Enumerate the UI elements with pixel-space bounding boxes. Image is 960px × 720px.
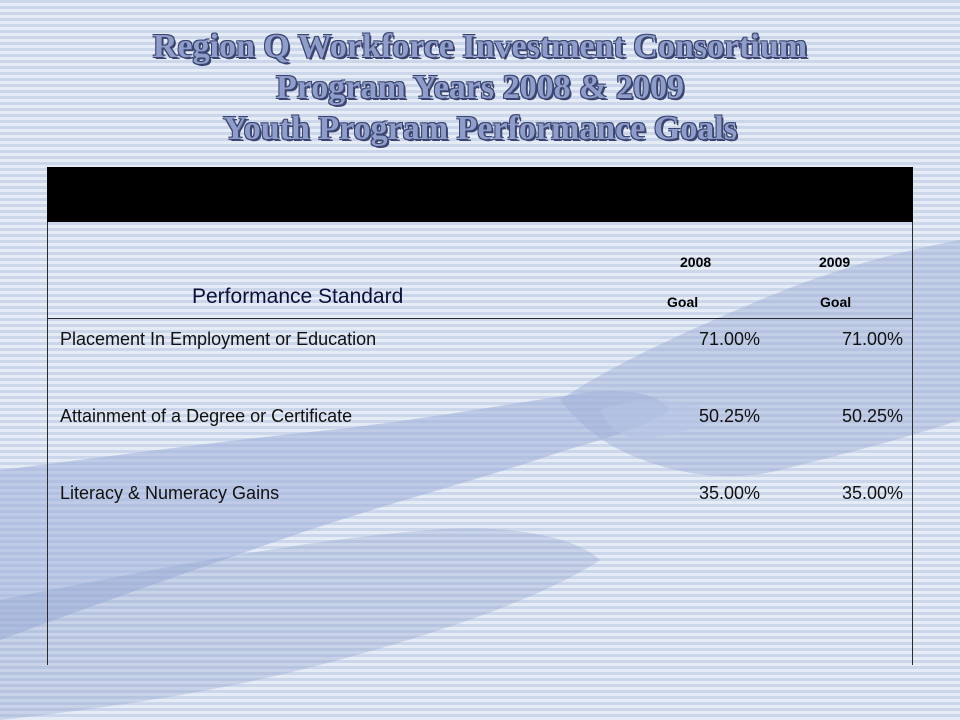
header-divider xyxy=(47,318,913,319)
title-line-1: Region Q Workforce Investment Consortium xyxy=(152,28,808,65)
row-goal-2008: 35.00% xyxy=(698,483,760,503)
title-line-3: Youth Program Performance Goals xyxy=(223,110,737,147)
col-2008-year: 2008 xyxy=(680,254,712,270)
row-goal-2009: 71.00% xyxy=(841,329,903,349)
col-2008-goal: Goal xyxy=(667,294,699,310)
row-goal-2008: 71.00% xyxy=(698,329,760,349)
table-row-label: Placement In Employment or Education xyxy=(60,329,377,349)
col-2009-year: 2009 xyxy=(819,254,851,270)
table-row-label: Attainment of a Degree or Certificate xyxy=(60,406,353,426)
slide-title xyxy=(0,26,960,149)
table-right-border xyxy=(912,222,913,665)
table-left-border xyxy=(47,222,48,665)
table-row-label: Literacy & Numeracy Gains xyxy=(60,483,280,503)
table-header-bar xyxy=(47,167,913,222)
row-goal-2009: 35.00% xyxy=(841,483,903,503)
title-line-2: Program Years 2008 & 2009 xyxy=(276,69,684,106)
performance-standard-header: Performance Standard xyxy=(192,285,404,308)
row-goal-2009: 50.25% xyxy=(841,406,903,426)
col-2009-goal: Goal xyxy=(820,294,852,310)
row-goal-2008: 50.25% xyxy=(698,406,760,426)
